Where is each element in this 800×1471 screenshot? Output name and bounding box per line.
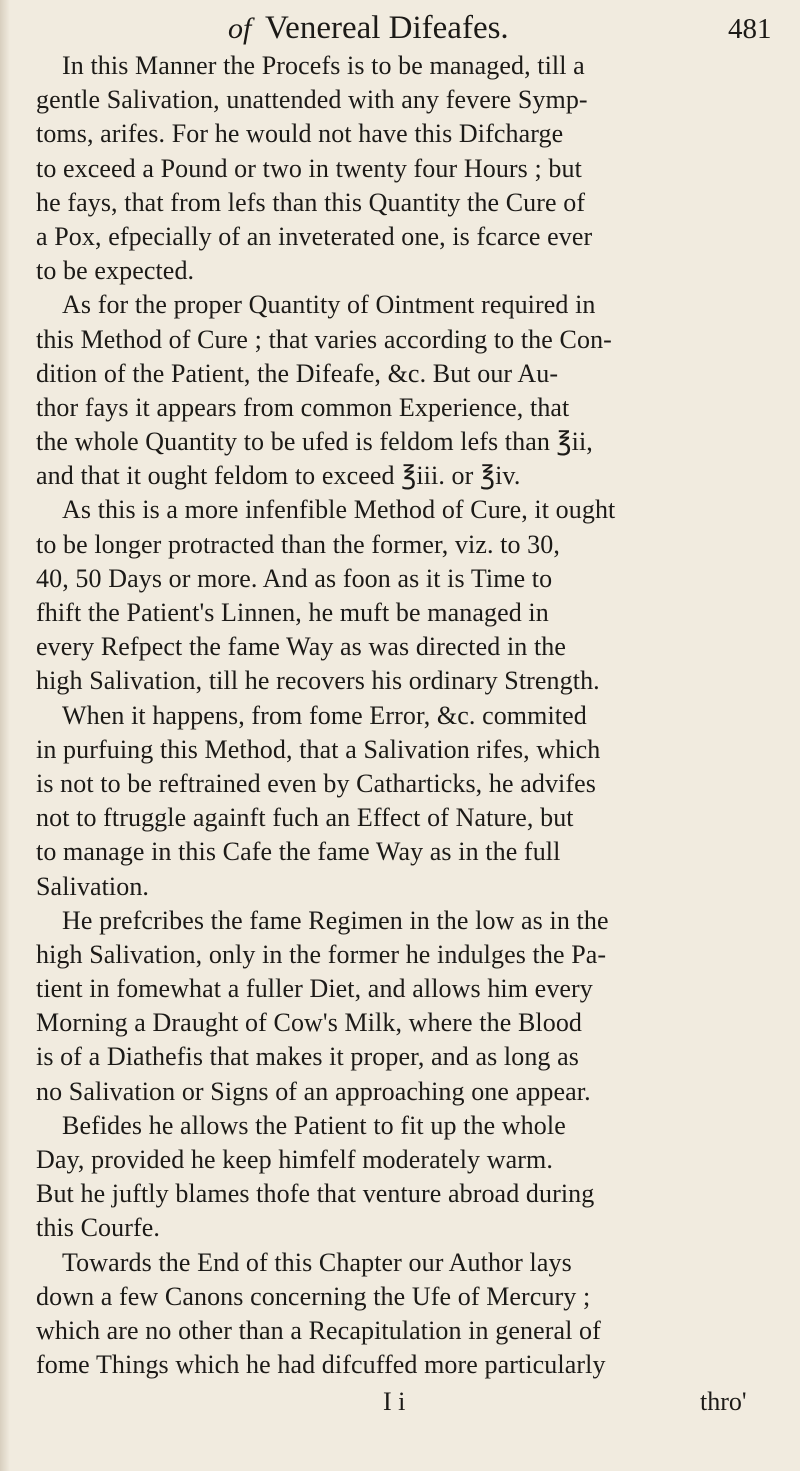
text-line: to be longer protracted than the former, viz. to 30, [36,529,560,559]
text-line: the whole Quantity to be ufed is feldom lefs than ℥ii, [36,427,593,457]
text-line: this Method of Cure ; that varies according to the Con- [36,324,612,354]
text-line: to manage in this Cafe the fame Way as in the full [36,837,561,867]
text-line: thor fays it appears from common Experience, that [36,392,570,422]
page-number: 481 [728,13,772,45]
running-head-prefix: of [228,12,252,45]
catchword: thro' [700,1387,747,1416]
running-head-title: Venereal Difeafes. [265,10,509,46]
text-line: Towards the End of this Chapter our Author lays [62,1247,572,1277]
text-line: dition of the Patient, the Difeafe, &c. But our Au- [36,358,559,388]
page-footer [0,1384,800,1420]
text-line: Salivation. [36,871,150,901]
text-line: high Salivation, only in the former he indulges the Pa- [36,939,607,969]
text-line: toms, arifes. For he would not have this Difcharge [36,119,564,149]
text-line: Befides he allows the Patient to fit up the whole [62,1110,566,1140]
running-head [228,8,658,49]
text-line: which are no other than a Recapitulation in general of [36,1315,601,1345]
text-line: 40, 50 Days or more. And as foon as it is Time to [36,563,553,593]
text-line: high Salivation, till he recovers his ordinary Strength. [36,666,600,696]
text-line: tient in fomewhat a fuller Diet, and allows him every [36,974,593,1004]
text-line: not to ftruggle againft fuch an Effect of Nature, but [36,803,574,833]
text-line: He prefcribes the fame Regimen in the low as in the [62,905,609,935]
text-line: down a few Canons concerning the Ufe of Mercury ; [36,1281,591,1311]
text-line: no Salivation or Signs of an approaching one appear. [36,1076,591,1106]
text-line: As for the proper Quantity of Ointment required in [62,290,596,320]
text-line: a Pox, efpecially of an inveterated one, is fcarce ever [36,221,593,251]
text-line: As this is a more infenfible Method of Cure, it ought [62,495,616,525]
text-line: this Courfe. [36,1213,160,1243]
text-line: to exceed a Pound or two in twenty four Hours ; but [36,153,582,183]
text-line: in purfuing this Method, that a Salivation rifes, which [36,734,601,764]
text-line: gentle Salivation, unattended with any fevere Symp- [36,85,588,115]
page-gutter-shadow [0,0,10,1471]
text-line: But he juftly blames thofe that venture abroad during [36,1179,595,1209]
text-line: every Refpect the fame Way as was directed in the [36,632,567,662]
text-line: and that it ought feldom to exceed ℥iii. or ℥iv. [36,461,521,491]
text-line: In this Manner the Procefs is to be managed, till a [62,51,585,80]
text-line: fome Things which he had difcuffed more particularly [36,1350,606,1380]
text-line: Day, provided he keep himfelf moderately warm. [36,1145,553,1174]
text-line: Morning a Draught of Cow's Milk, where the Blood [36,1008,583,1038]
body-text [36,49,776,1382]
text-line: is not to be reftrained even by Catharticks, he advifes [36,768,596,798]
text-line: he fays, that from lefs than this Quantity the Cure of [36,187,586,217]
signature-mark: I i [383,1387,406,1416]
text-line: When it happens, from fome Error, &c. commited [62,700,587,730]
text-line: is of a Diathefis that makes it proper, and as long as [36,1042,579,1072]
text-line: fhift the Patient's Linnen, he muft be managed in [36,598,549,627]
text-line: to be expected. [36,256,195,286]
